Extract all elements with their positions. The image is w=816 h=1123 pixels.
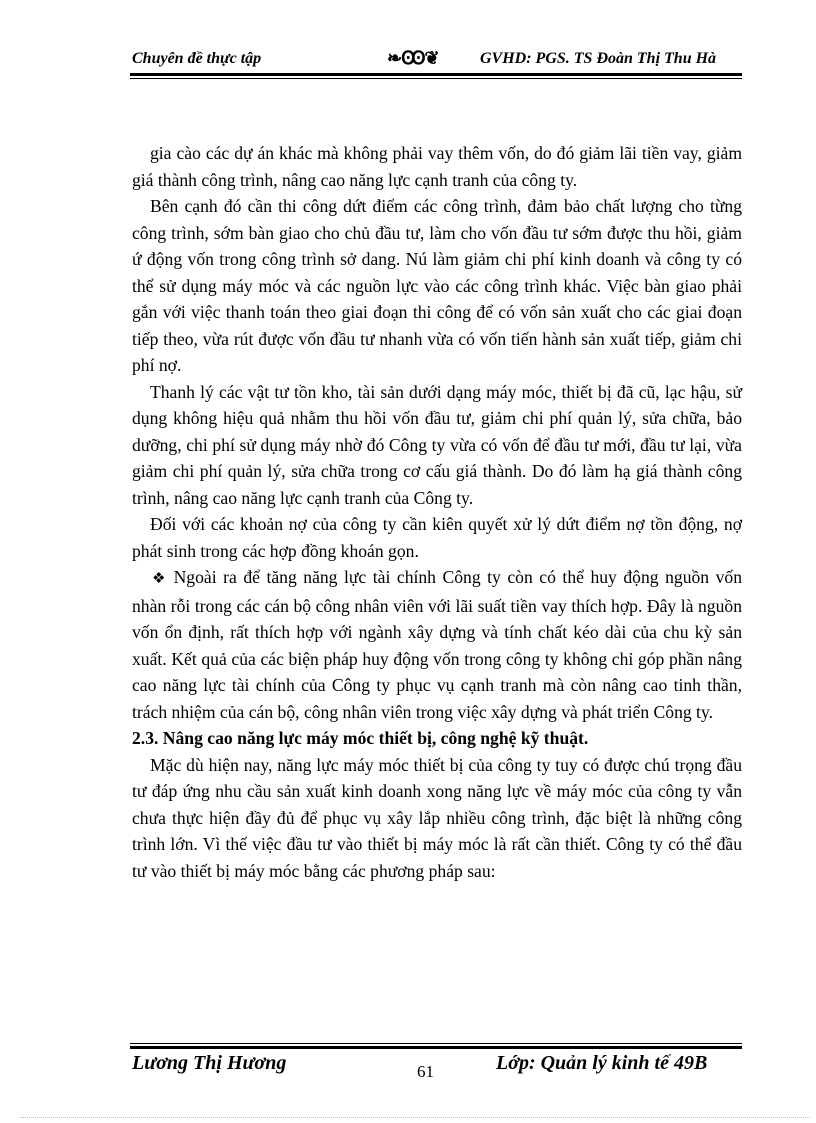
page-header — [130, 48, 742, 74]
paragraph: Bên cạnh đó cần thi công dứt điểm các công trình, đảm bảo chất lượng cho từng công trình, sớm bàn giao cho chủ đầu tư, làm cho vốn đầu tư sớm được thu hồi, giảm ứ động vốn trong công trình sở dang. Nú làm giảm chi phí kinh doanh và công ty có thể sử dụng máy móc và các nguồn lực vào các công trình khác. Việc bàn giao phải gắn với việc thanh toán theo giai đoạn thi công để có vốn sản xuất cho các giai đoạn tiếp theo, vừa rút được vốn đầu tư nhanh vừa có vốn tiến hành sản xuất tiếp, giảm chi phí nợ. — [132, 196, 742, 375]
page-edge-divider — [20, 1117, 810, 1118]
footer-rule-thin — [130, 1043, 742, 1044]
bullet-paragraph — [132, 564, 742, 725]
header-rule-thin — [130, 78, 742, 79]
header-rule-thick — [130, 73, 742, 76]
diamond-bullet-icon: ❖ — [152, 571, 168, 587]
paragraph: Thanh lý các vật tư tồn kho, tài sản dưới dạng máy móc, thiết bị đã cũ, lạc hậu, sử dụng không hiệu quả nhằm thu hồi vốn đầu tư, giảm chi phí quản lý, sửa chữa, bảo dưỡng, chi phí sử dụng máy nhờ đó Công ty vừa có vốn để đầu tư mới, đầu tư lại, vừa giảm chi phí quản lý, sửa chữa trong cơ cấu giá thành. Do đó làm hạ giá thành công trình, nâng cao năng lực cạnh tranh của Công ty. — [132, 381, 742, 508]
header-supervisor: GVHD: PGS. TS Đoàn Thị Thu Hà — [480, 50, 717, 67]
header-title: Chuyên đề thực tập — [132, 50, 262, 67]
footer-author: Lương Thị Hương — [132, 1052, 287, 1074]
paragraph: Mặc dù hiện nay, năng lực máy móc thiết bị của công ty tuy có được chú trọng đầu tư đáp ứng nhu cầu sản xuất kinh doanh xong năng lực về máy móc của công ty vẫn chưa thực hiện đầy đủ để phục vụ xây lắp nhiều công trình, đặc biệt là những công trình lớn. Vì thế việc đầu tư vào thiết bị máy móc là rất cần thiết. Công ty có thể đầu tư vào thiết bị máy móc bằng các phương pháp sau: — [132, 754, 742, 881]
document-body — [132, 140, 742, 884]
header-ornament-icon: ❧Ꙭ❦ — [387, 48, 439, 68]
footer-class: Lớp: Quản lý kinh tế 49B — [496, 1052, 708, 1074]
section-heading: 2.3. Nâng cao năng lực máy móc thiết bị, công nghệ kỹ thuật. — [132, 728, 589, 748]
paragraph: gia cào các dự án khác mà không phải vay thêm vốn, do đó giảm lãi tiền vay, giảm giá thành công trình, nâng cao năng lực cạnh tranh của công ty. — [132, 143, 742, 190]
bullet-text: Ngoài ra để tăng năng lực tài chính Công ty còn có thể huy động nguồn vốn nhàn rỗi trong các cán bộ công nhân viên với lãi suất tiền vay thích hợp. Đây là nguồn vốn ổn định, rất thích hợp với ngành xây dựng và tính chất kéo dài của chu kỳ sản xuất. Kết quả của các biện pháp huy động vốn trong công ty không chỉ góp phần nâng cao năng lực tài chính của Công ty phục vụ cạnh tranh mà còn nâng cao tinh thần, trách nhiệm của cán bộ, công nhân viên trong việc xây dựng và phát triển Công ty. — [132, 567, 743, 722]
footer-rule-thick — [130, 1046, 742, 1049]
page-number: 61 — [417, 1062, 434, 1081]
paragraph: Đối với các khoản nợ của công ty cần kiên quyết xử lý dứt điểm nợ tồn động, nợ phát sinh trong các hợp đồng khoán gọn. — [132, 514, 742, 561]
